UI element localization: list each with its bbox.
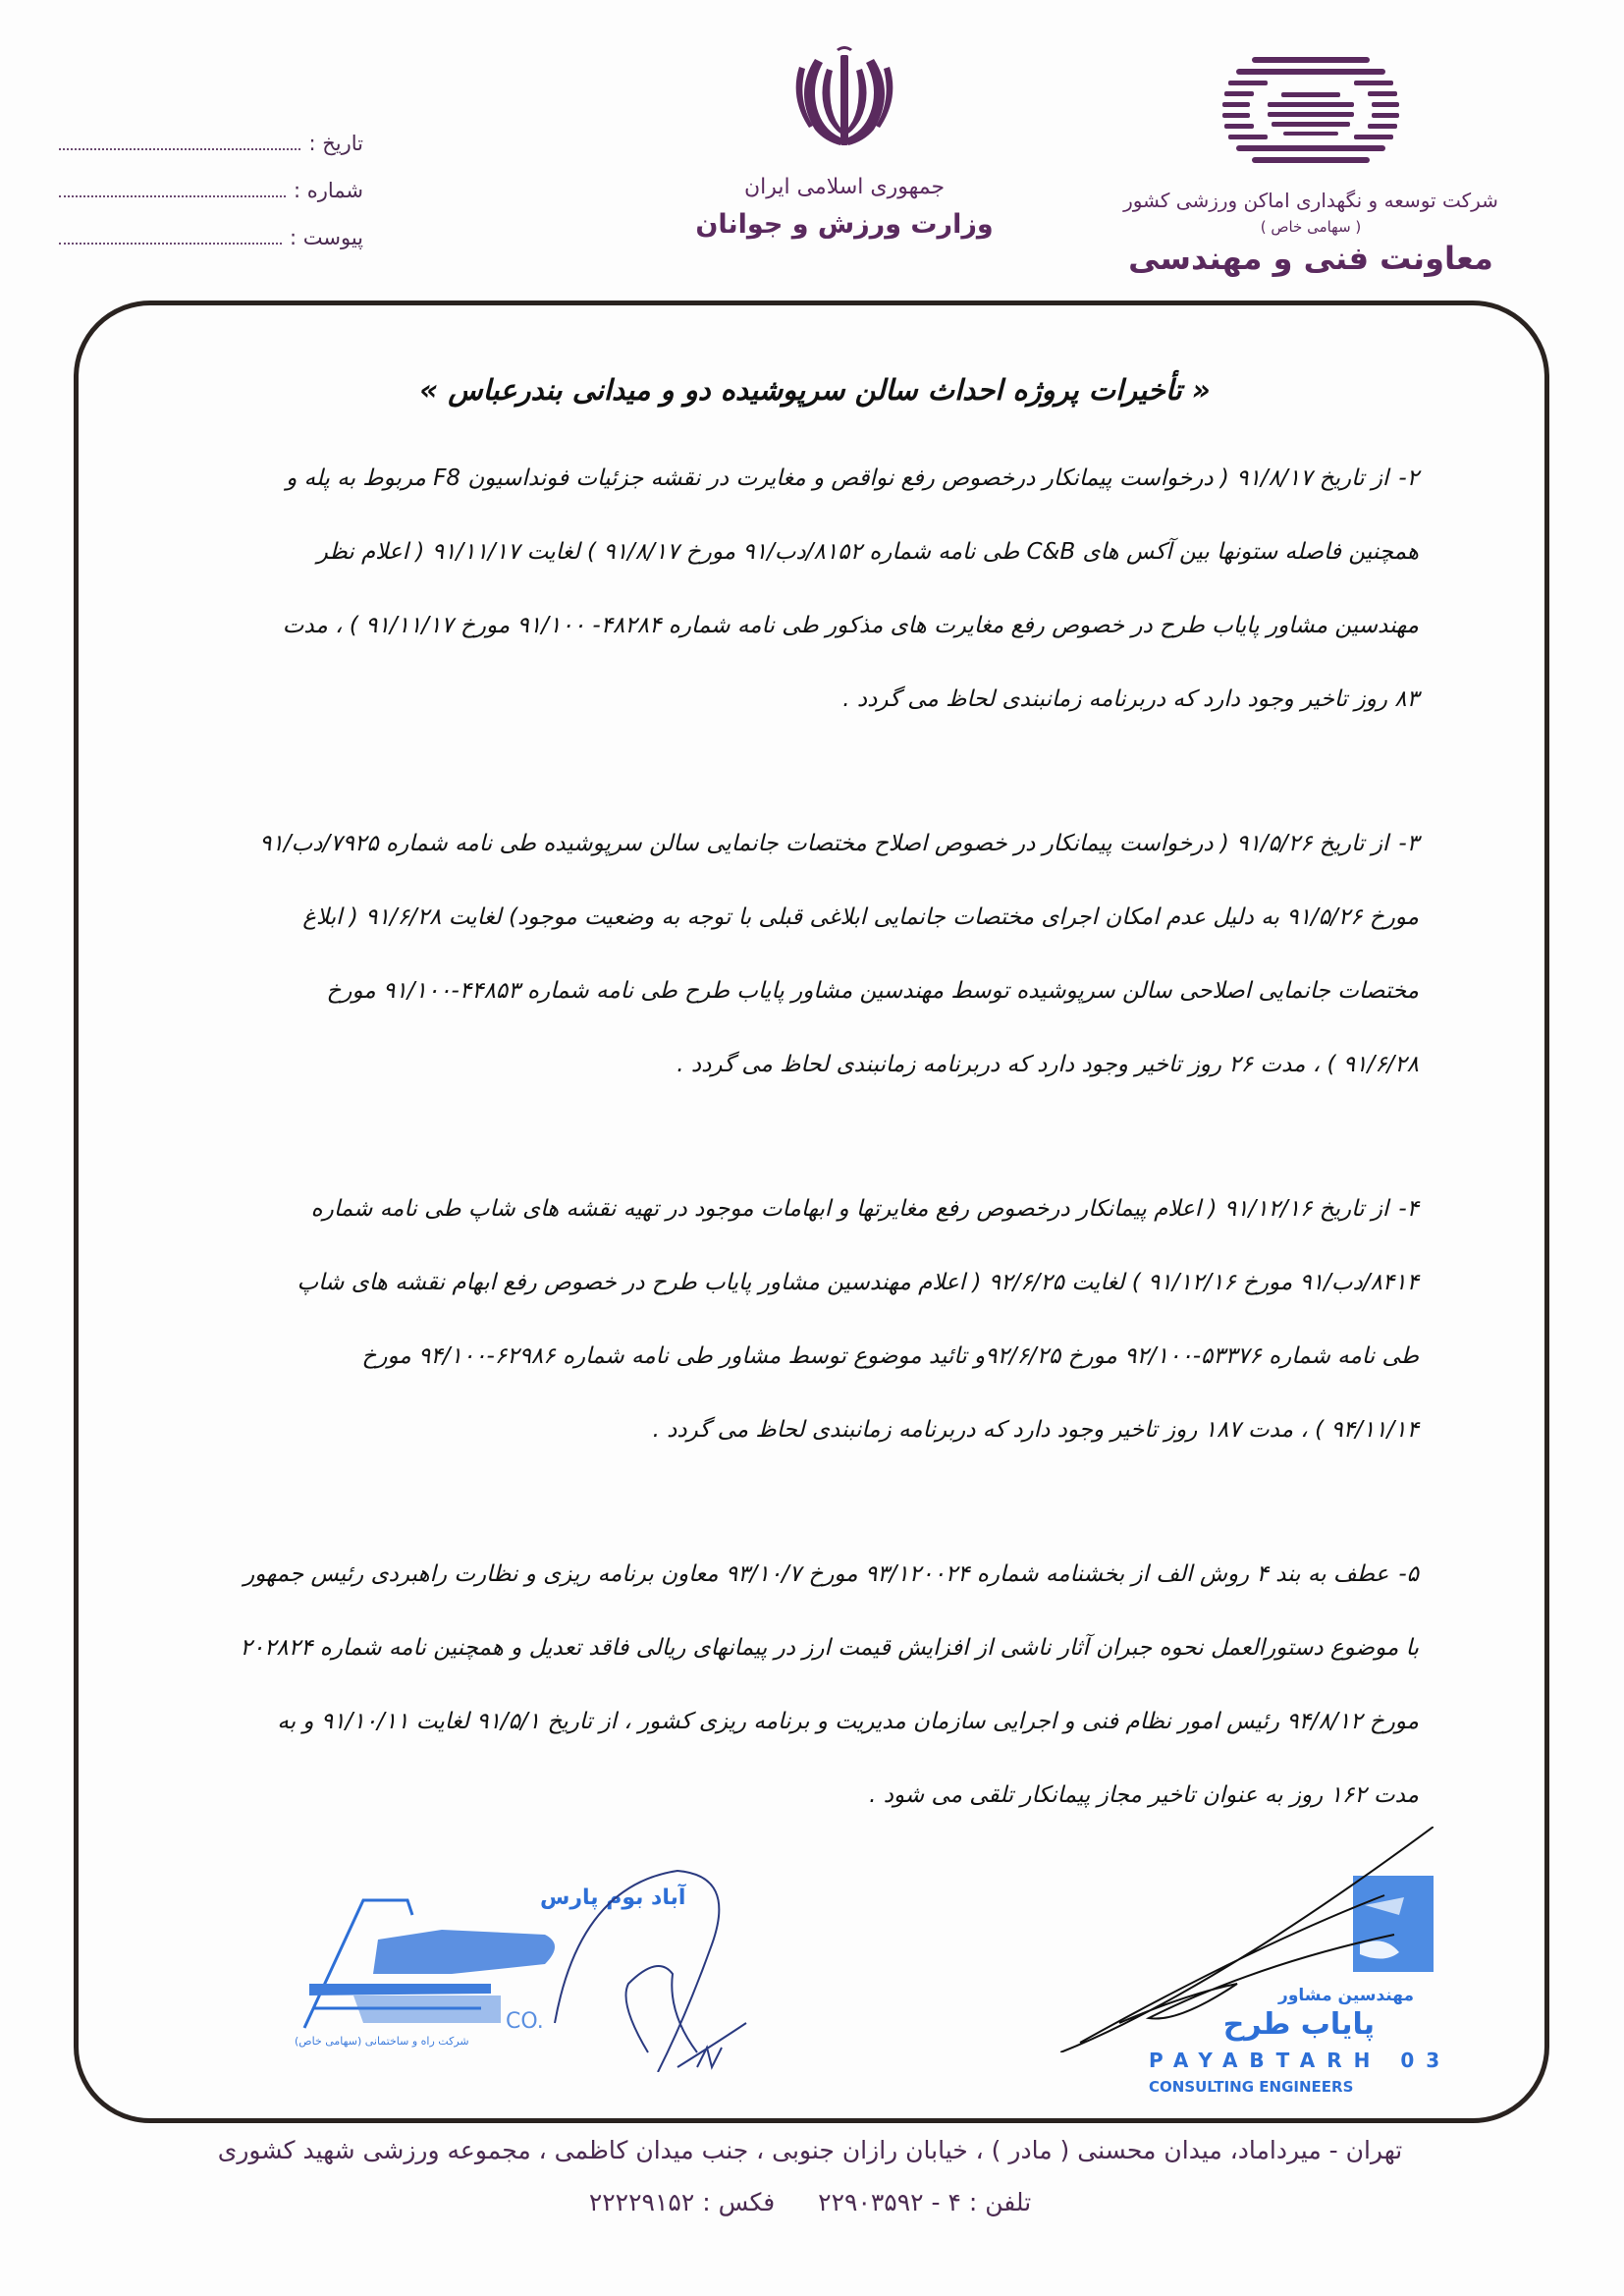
paragraph-2 <box>157 442 1419 737</box>
letter-meta <box>59 132 363 273</box>
ministry-header <box>648 39 1041 240</box>
paragraph-line: ۸۴۱۴/دب/۹۱ مورخ ۹۱/۱۲/۱۶ ) لغایت ۹۲/۶/۲۵ ( اعلام مهندسین مشاور پایاب طرح در خصوص رفع ابهام نقشه های شاپ <box>297 1270 1419 1295</box>
paragraph-line: طی نامه شماره ۵۳۳۷۶-۹۲/۱۰۰ مورخ ۹۲/۶/۲۵و تائید موضوع توسط مشاور طی نامه شماره ۶۲۹۸۶-۹۴/۱۰۰ مورخ <box>361 1343 1419 1369</box>
country-name: جمهوری اسلامی ایران <box>743 175 946 199</box>
company-logo-icon <box>1222 49 1399 177</box>
consultant-name: پایاب طرح <box>1222 2007 1375 2042</box>
company-header <box>1100 49 1522 277</box>
consultant-name-en: PAYABTARH 03 <box>1149 2049 1452 2072</box>
footer-phone: تلفن : ۴ - ۲۲۹۰۳۵۹۲ <box>818 2188 1032 2216</box>
attachment-field <box>59 226 363 273</box>
line-text: از تاریخ ۹۱/۵/۲۶ ( درخواست پیمانکار در خصوص اصلاح مختصات جانمایی سالن سرپوشیده طی نامه شماره ۷۹۲۵/دب/۹۱ <box>259 831 1389 856</box>
date-field <box>59 132 363 179</box>
number-field <box>59 179 363 226</box>
number-label: شماره : <box>293 179 363 202</box>
paragraph-line: ۹۱/۶/۲۸ ) ، مدت ۲۶ روز تاخیر وجود دارد که دربرنامه زمانبندی لحاظ می گردد . <box>677 1052 1419 1077</box>
line-text: از تاریخ ۹۱/۱۲/۱۶ ( اعلام پیمانکار درخصوص رفع مغایرتها و ابهامات موجود در تهیه نقشه های شاپ طی نامه شماره <box>310 1196 1389 1222</box>
contractor-signature <box>550 1846 766 2072</box>
paragraph-line: ۹۴/۱۱/۱۴ ) ، مدت ۱۸۷ روز تاخیر وجود دارد که دربرنامه زمانبندی لحاظ می گردد . <box>652 1417 1419 1443</box>
footer-address: تهران - میرداماد، میدان محسنی ( مادر ) ، خیابان رازان جنوبی ، جنب میدان کاظمی ، مجموعه ورزشی شهید کشوری <box>217 2136 1403 2164</box>
consultant-stamp <box>1060 1827 1452 2102</box>
paragraph-line: مدت ۱۶۲ روز به عنوان تاخیر مجاز پیمانکار تلقی می شود . <box>869 1782 1419 1808</box>
date-label: تاریخ : <box>308 132 363 155</box>
document-title: « تأخیرات پروژه احداث سالن سرپوشیده دو و میدانی بندرعباس » <box>419 373 1211 407</box>
footer-fax: فکس : ۲۲۲۲۹۱۵۲ <box>588 2188 776 2216</box>
paragraph-4 <box>157 1173 1419 1467</box>
number-blank <box>59 195 286 197</box>
paragraph-line: ۸۳ روز تاخیر وجود دارد که دربرنامه زمانبندی لحاظ می گردد . <box>842 686 1419 712</box>
paragraph-line: با موضوع دستورالعمل نحوه جبران آثار ناشی از افزایش قیمت ارز در پیمانهای ریالی فاقد تعدیل و همچنین نامه شماره ۲۰۲۸۲۴ <box>240 1635 1419 1661</box>
ministry-name: وزارت ورزش و جوانان <box>695 209 994 240</box>
paragraph-number: ۴- <box>1398 1196 1419 1222</box>
paragraph-line: مختصات جانمایی اصلاحی سالن سرپوشیده توسط مهندسین مشاور پایاب طرح طی نامه شماره ۴۴۸۵۳-۹۱/۱۰۰ مورخ <box>326 978 1419 1004</box>
attachment-label: پیوست : <box>290 226 363 249</box>
contractor-subtitle: شرکت راه و ساختمانی (سهامی خاص) <box>295 2035 469 2048</box>
consultant-subtitle-en: CONSULTING ENGINEERS <box>1149 2078 1354 2096</box>
company-name: شرکت توسعه و نگهداری اماکن ورزشی کشور <box>1123 189 1498 212</box>
national-emblem-icon <box>785 39 903 157</box>
paragraph-line <box>157 1538 1419 1612</box>
footer-contact <box>147 2188 1473 2216</box>
consultant-title: مهندسین مشاور <box>1278 1986 1414 2005</box>
contractor-name: آباد بوم پارس <box>540 1886 686 1910</box>
paragraph-line <box>157 807 1419 881</box>
paragraph-line: مورخ ۹۱/۵/۲۶ به دلیل عدم امکان اجرای مختصات جانمایی ابلاغی قبلی با توجه به وضعیت موجود) لغایت ۹۱/۶/۲۸ ( ابلاغ <box>302 904 1419 930</box>
line-text: از تاریخ ۹۱/۸/۱۷ ( درخواست پیمانکار درخصوص رفع نواقص و مغایرت در نقشه جزئیات فونداسیون F8 مربوط به پله و <box>286 465 1389 491</box>
department-name: معاونت فنی و مهندسی <box>1128 240 1493 277</box>
paragraph-line: مورخ ۹۴/۸/۱۲ رئیس امور نظام فنی و اجرایی سازمان مدیریت و برنامه ریزی کشور ، از تاریخ ۹۱/۵/۱ لغایت ۹۱/۱۰/۱۱ و به <box>277 1709 1419 1734</box>
line-text: عطف به بند ۴ روش الف از بخشنامه شماره ۹۳/۱۲۰۰۲۴ مورخ ۹۳/۱۰/۷ معاون برنامه ریزی و نظارت راهبردی رئیس جمهور <box>244 1561 1389 1587</box>
paragraph-number: ۲- <box>1398 465 1419 491</box>
contractor-suffix: CO. <box>506 2009 544 2034</box>
attachment-blank <box>59 243 282 245</box>
paragraph-3 <box>157 807 1419 1102</box>
document-body <box>157 442 1419 1903</box>
paragraph-number: ۵- <box>1398 1561 1419 1587</box>
paragraph-line: مهندسین مشاور پایاب طرح در خصوص رفع مغایرت های مذکور طی نامه شماره ۴۸۲۸۴- ۹۱/۱۰۰ مورخ ۹۱/۱۱/۱۷ ) ، مدت <box>282 613 1419 638</box>
paragraph-5 <box>157 1538 1419 1832</box>
letter-footer <box>147 2136 1473 2216</box>
paragraph-line <box>157 442 1419 516</box>
paragraph-number: ۳- <box>1398 831 1419 856</box>
company-type: ( سهامی خاص ) <box>1260 218 1362 236</box>
date-blank <box>59 148 300 150</box>
paragraph-line <box>157 1173 1419 1246</box>
paragraph-line: همچنین فاصله ستونها بین آکس های C&B طی نامه شماره ۸۱۵۲/دب/۹۱ مورخ ۹۱/۸/۱۷ ) لغایت ۹۱/۱۱/۱۷ ( اعلام نظر <box>316 539 1419 565</box>
